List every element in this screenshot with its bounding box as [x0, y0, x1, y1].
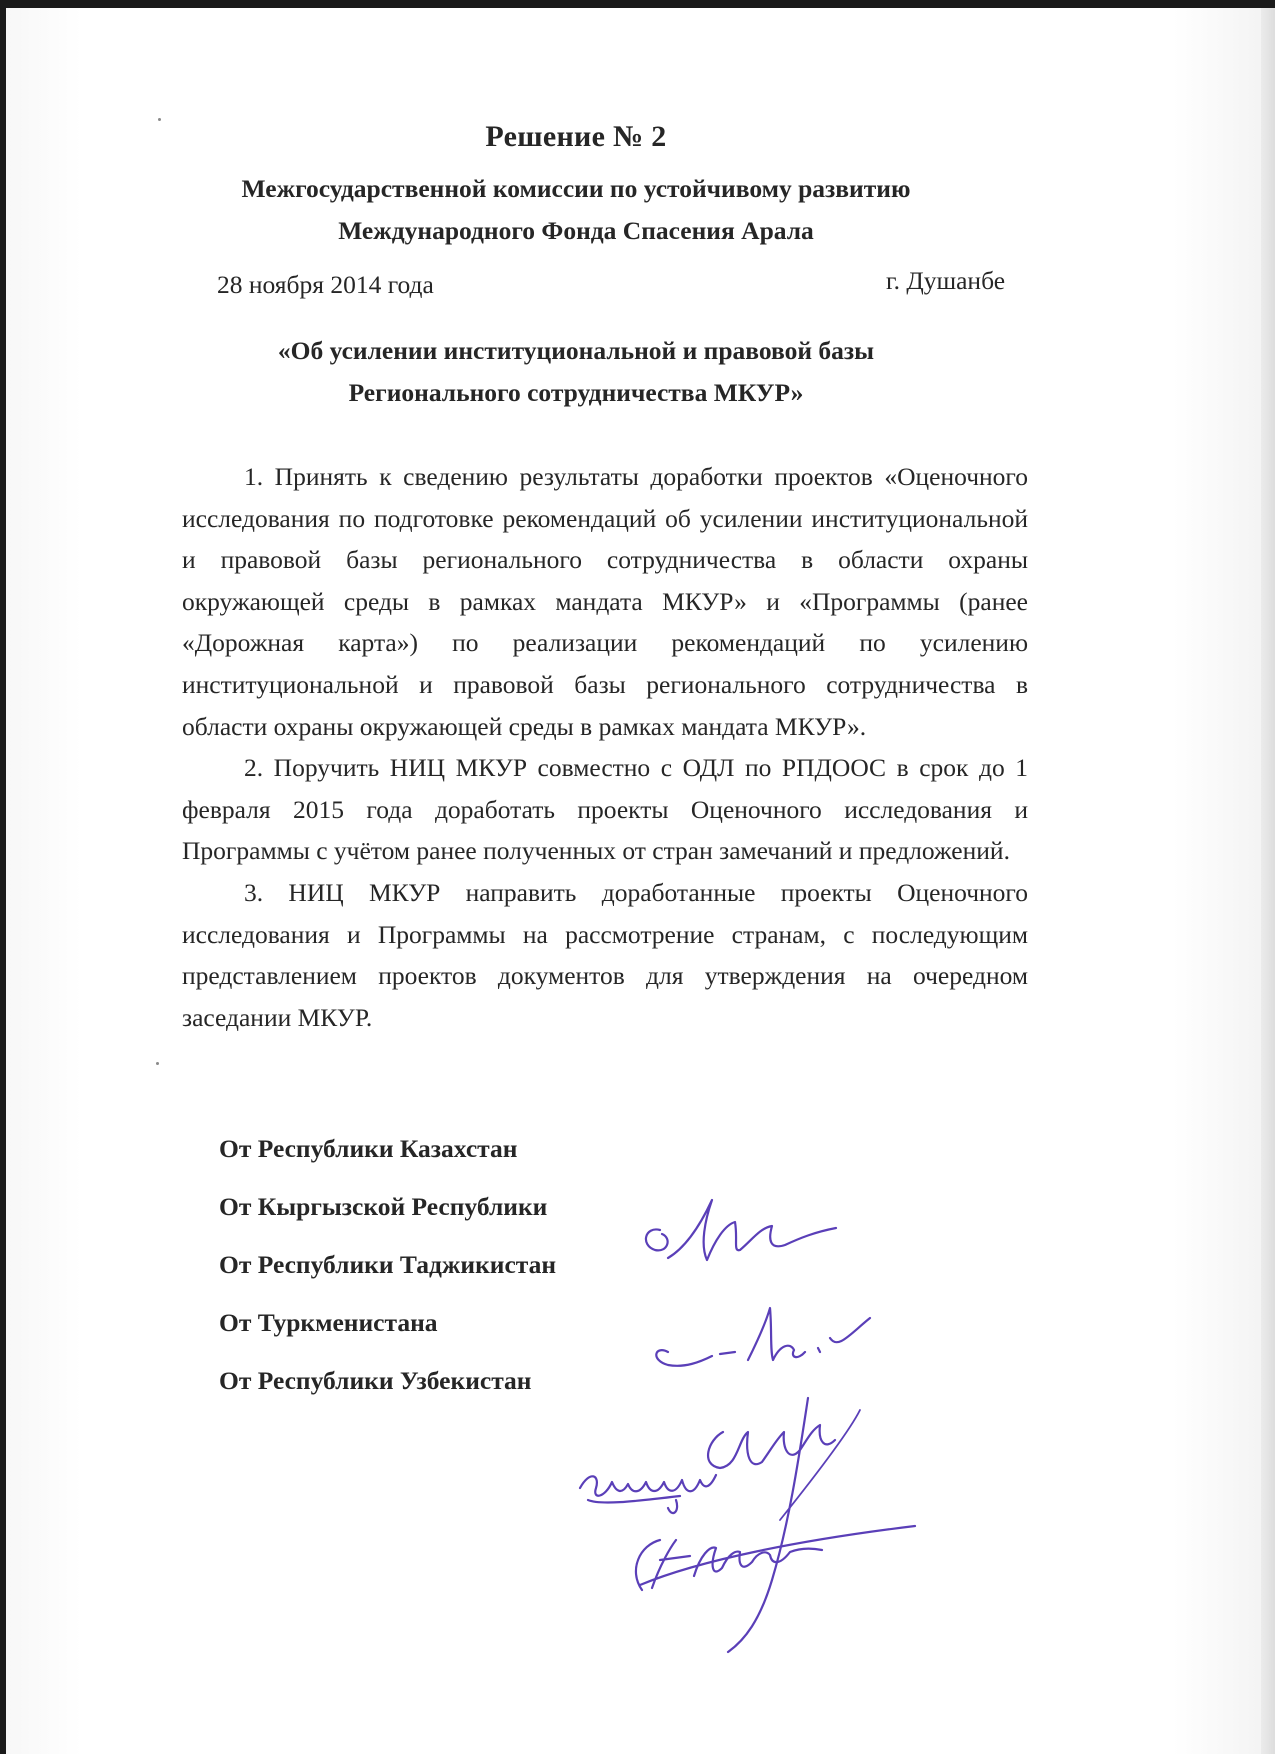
document-page	[6, 8, 1275, 1754]
subject-line-2: Регионального сотрудничества МКУР»	[348, 378, 804, 407]
issuer-line-2: Международного Фонда Спасения Арала	[338, 216, 814, 245]
paragraph-1: 1. Принять к сведению результаты доработки проектов «Оценочного исследования по подготовке рекомендаций об усилении институциональной и правовой базы регионального сотрудничества в области охраны окружающей среды в рамках мандата МКУР» и «Программы (ранее «Дорожная карта») по реализации рекомендаций по усилению институциональной и правовой базы регионального сотрудничества в области охраны окружающей среды в рамках мандата МКУР».	[182, 462, 1028, 741]
signatory-kyrgyzstan: От Кыргызской Республики	[219, 1192, 548, 1221]
paragraph-2: 2. Поручить НИЦ МКУР совместно с ОДЛ по РПДООС в срок до 1 февраля 2015 года доработать проекты Оценочного исследования и Программы с учётом ранее полученных от стран замечаний и предложений.	[182, 753, 1028, 866]
page-edge-shadow	[1261, 8, 1275, 1754]
signatory-kazakhstan: От Республики Казахстан	[219, 1134, 518, 1163]
paragraph-3: 3. НИЦ МКУР направить доработанные проекты Оценочного исследования и Программы на рассмотрение странам, с последующим представлением проектов документов для утверждения на очередном заседании МКУР.	[182, 877, 1028, 1032]
signatories-list	[219, 1132, 556, 1422]
signatory-tajikistan: От Республики Таджикистан	[219, 1250, 557, 1279]
subject-line-1: «Об усилении институциональной и правовой базы	[277, 336, 875, 365]
decision-date: 28 ноября 2014 года	[217, 270, 434, 299]
signatory-uzbekistan: От Республики Узбекистан	[219, 1366, 532, 1395]
issuer-line-1: Межгосударственной комиссии по устойчивому развитию	[241, 174, 911, 203]
scan-speck	[156, 1062, 159, 1065]
signatory-turkmenistan: От Туркменистана	[219, 1308, 438, 1337]
decision-title: Решение № 2	[485, 120, 667, 153]
decision-body	[182, 456, 1028, 1038]
scan-speck	[158, 118, 161, 121]
decision-city: г. Душанбе	[886, 266, 1006, 295]
